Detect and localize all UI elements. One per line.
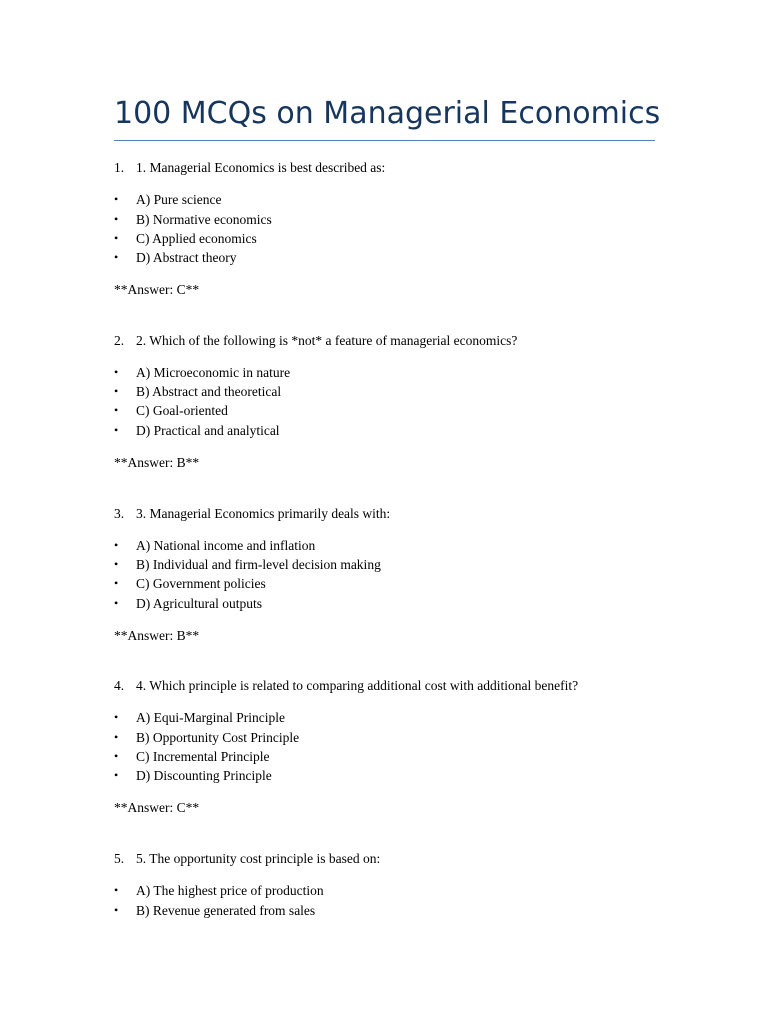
option-text: A) The highest price of production bbox=[136, 883, 324, 898]
option-text: A) Equi-Marginal Principle bbox=[136, 710, 285, 725]
bullet-icon: • bbox=[114, 212, 119, 226]
option-text: C) Incremental Principle bbox=[136, 749, 270, 764]
option-text: B) Revenue generated from sales bbox=[136, 903, 316, 918]
question-number: 4. bbox=[114, 678, 125, 693]
bullet-icon: • bbox=[114, 231, 119, 245]
bullet-icon: • bbox=[114, 192, 119, 206]
answer-text: **Answer: B** bbox=[114, 628, 200, 643]
option-text: C) Applied economics bbox=[136, 231, 257, 246]
answer-text: **Answer: C** bbox=[114, 800, 200, 815]
bullet-icon: • bbox=[114, 384, 119, 398]
option-text: C) Goal-oriented bbox=[136, 403, 228, 418]
bullet-icon: • bbox=[114, 710, 119, 724]
option-text: B) Abstract and theoretical bbox=[136, 384, 282, 399]
bullet-icon: • bbox=[114, 557, 119, 571]
bullet-icon: • bbox=[114, 576, 119, 590]
question-text: 1. Managerial Economics is best described as: bbox=[136, 160, 386, 175]
bullet-icon: • bbox=[114, 768, 119, 782]
answer-text: **Answer: C** bbox=[114, 282, 200, 297]
question-number: 2. bbox=[114, 333, 125, 348]
title-underline bbox=[114, 140, 655, 141]
bullet-icon: • bbox=[114, 749, 119, 763]
question-number: 1. bbox=[114, 160, 125, 175]
option-text: B) Opportunity Cost Principle bbox=[136, 730, 300, 745]
option-text: B) Normative economics bbox=[136, 212, 272, 227]
bullet-icon: • bbox=[114, 596, 119, 610]
option-text: D) Abstract theory bbox=[136, 250, 237, 265]
bullet-icon: • bbox=[114, 883, 119, 897]
option-text: B) Individual and firm-level decision making bbox=[136, 557, 381, 572]
question-number: 5. bbox=[114, 851, 125, 866]
question-text: 2. Which of the following is *not* a feature of managerial economics? bbox=[136, 333, 518, 348]
bullet-icon: • bbox=[114, 903, 119, 917]
question-number: 3. bbox=[114, 506, 125, 521]
bullet-icon: • bbox=[114, 423, 119, 437]
bullet-icon: • bbox=[114, 730, 119, 744]
document-title: 100 MCQs on Managerial Economics bbox=[114, 96, 661, 131]
question-text: 3. Managerial Economics primarily deals with: bbox=[136, 506, 391, 521]
answer-text: **Answer: B** bbox=[114, 455, 200, 470]
option-text: D) Practical and analytical bbox=[136, 423, 280, 438]
question-text: 5. The opportunity cost principle is based on: bbox=[136, 851, 381, 866]
bullet-icon: • bbox=[114, 365, 119, 379]
bullet-icon: • bbox=[114, 403, 119, 417]
option-text: D) Agricultural outputs bbox=[136, 596, 262, 611]
option-text: D) Discounting Principle bbox=[136, 768, 272, 783]
question-text: 4. Which principle is related to comparing additional cost with additional benefit? bbox=[136, 678, 579, 693]
option-text: A) Microeconomic in nature bbox=[136, 365, 291, 380]
option-text: A) National income and inflation bbox=[136, 538, 316, 553]
option-text: A) Pure science bbox=[136, 192, 222, 207]
bullet-icon: • bbox=[114, 538, 119, 552]
bullet-icon: • bbox=[114, 250, 119, 264]
option-text: C) Government policies bbox=[136, 576, 266, 591]
